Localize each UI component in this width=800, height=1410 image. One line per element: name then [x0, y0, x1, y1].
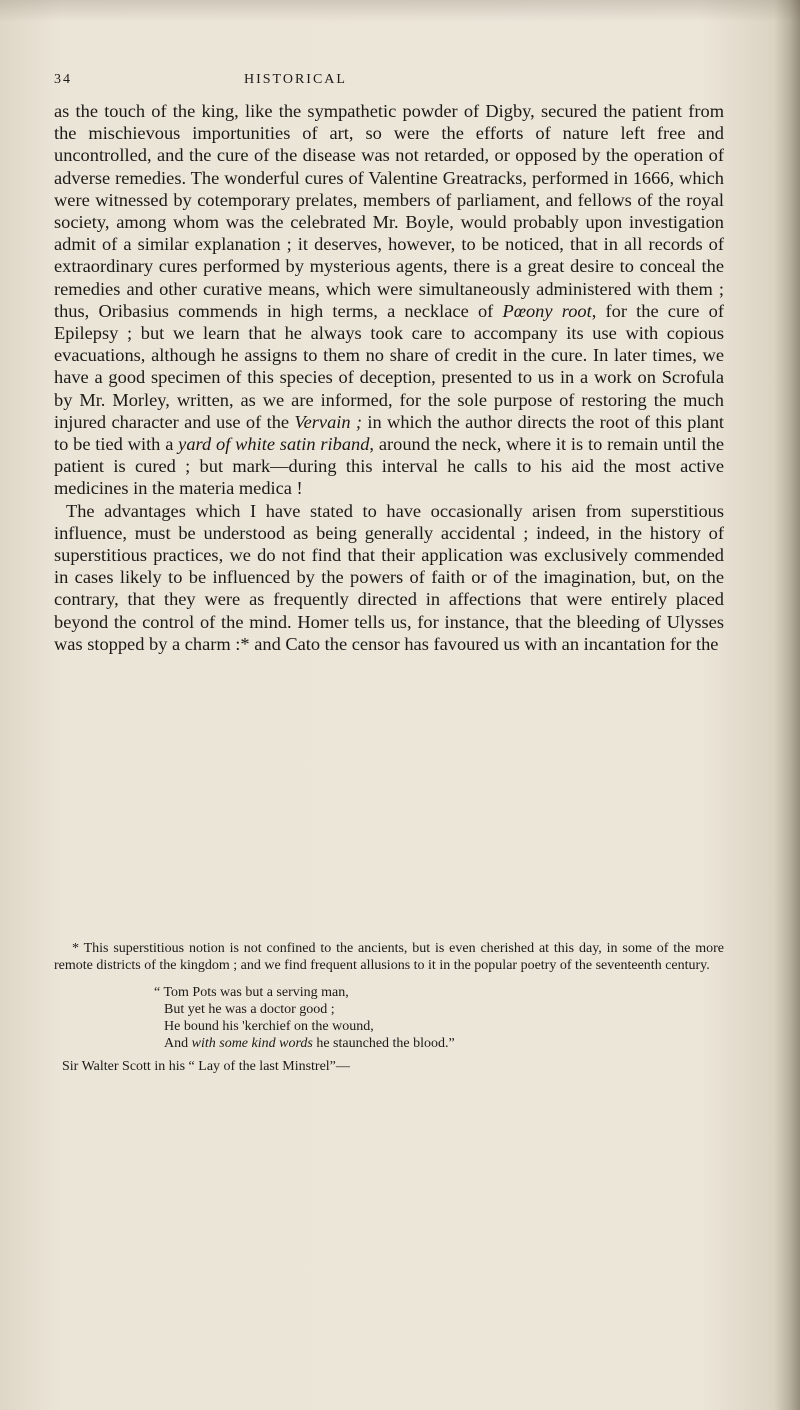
italic-vervain: Vervain ; — [294, 411, 363, 432]
footnote-text: * This superstitious notion is not confined to the ancients, but is even cherished at this day, in some of the more remote districts of the kingdom ; and we find frequent allusions to it in the popular poetry of the seventeenth century. — [54, 941, 724, 973]
verse-line-2: But yet he was a doctor good ; — [164, 1002, 335, 1017]
running-head — [40, 72, 720, 94]
page-number: 34 — [54, 72, 72, 87]
running-title: HISTORICAL — [244, 72, 347, 87]
verse-line-1: “ Tom Pots was but a serving man, — [154, 985, 349, 1000]
main-text — [54, 100, 724, 655]
verse-line-4: And with some kind words he staunched the blood.” — [164, 1036, 455, 1051]
footnote-attribution: Sir Walter Scott in his “ Lay of the last Minstrel”— — [62, 1059, 350, 1074]
binding-edge-shadow — [774, 0, 800, 1410]
top-edge-shadow — [0, 0, 800, 22]
paragraph-1: as the touch of the king, like the sympathetic powder of Digby, secured the patient from the mischievous importunities of art, so were the efforts of nature left free and uncontrolled, and the cure of the disease was not retarded, or opposed by the operation of adverse remedies. The wonderful cures of Valentine Greatracks, performed in 1666, which were witnessed by cotemporary prelates, members of parliament, and fellows of the royal society, among whom was the celebrated Mr. Boyle, would probably upon investigation admit of a similar explanation ; it deserves, however, to be noticed, that in all records of extraordinary cures performed by mysterious agents, there is a great desire to conceal the remedies and other curative means, which were simultaneously administered with them ; thus, Oribasius commends in high terms, a necklace of Pœony root, for the cure of Epilepsy ; but we learn that he always took care to accompany its use with copious evacuations, although he assigns to them no share of credit in the cure. In later times, we have a good specimen of this species of deception, presented to us in a work on Scrofula by Mr. Morley, written, as we are informed, for the sole purpose of restoring the much injured character and use of the Vervain ; in which the author directs the root of this plant to be tied with a yard of white satin riband, around the neck, where it is to remain until the patient is cured ; but mark—during this interval he calls to his aid the most active medicines in the materia medica ! — [54, 101, 725, 499]
verse-line-3: He bound his 'kerchief on the wound, — [164, 1019, 374, 1034]
italic-poeony-root: Pœony root — [502, 300, 592, 321]
footnote-verse — [54, 984, 724, 1052]
italic-satin-riband: yard of white satin riband — [178, 434, 370, 455]
footnote — [54, 940, 724, 1075]
paragraph-2: The advantages which I have stated to have occasionally arisen from superstitious influence, must be understood as being generally accidental ; indeed, in the history of superstitious practices, we do not find that their application was exclusively commended in cases likely to be influenced by the powers of faith or of the imagination, but, on the contrary, that they were as frequently directed in affections that were entirely placed beyond the control of the mind. Homer tells us, for instance, that the bleeding of Ulysses was stopped by a charm :* and Cato the censor has favoured us with an incantation for the — [54, 500, 724, 654]
